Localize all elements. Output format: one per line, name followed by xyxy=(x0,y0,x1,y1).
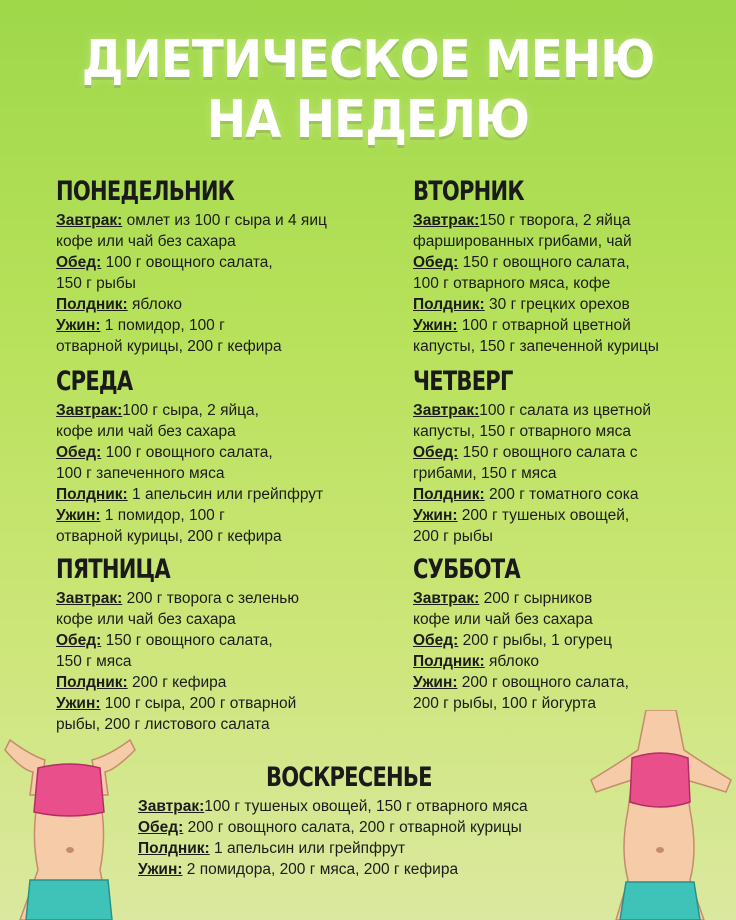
snack-text: 200 г кефира xyxy=(127,674,227,691)
day-block-saturday xyxy=(413,554,629,714)
lunch-label: Обед: xyxy=(413,254,459,271)
day-title-monday: ПОНЕДЕЛЬНИК xyxy=(56,176,235,207)
dinner-text-cont: рыбы, 200 г листового салата xyxy=(56,716,270,733)
dinner-row xyxy=(56,693,299,714)
dinner-row xyxy=(413,505,651,526)
lunch-row xyxy=(138,817,528,838)
snack-row xyxy=(138,838,528,859)
dinner-text: 200 г тушеных овощей, xyxy=(457,507,630,524)
day-title-saturday: СУББОТА xyxy=(413,554,520,585)
lunch-text: 100 г овощного салата, xyxy=(101,254,273,271)
day-title-tuesday: ВТОРНИК xyxy=(413,176,524,207)
day-title-wednesday: СРЕДА xyxy=(56,366,133,397)
breakfast-text: 100 г сыра, 2 яйца, xyxy=(122,402,259,419)
breakfast-text: 150 г творога, 2 яйца xyxy=(479,212,631,229)
woman-figure-left xyxy=(0,720,140,920)
snack-row xyxy=(56,294,327,315)
day-title-sunday: ВОСКРЕСЕНЬЕ xyxy=(266,762,432,793)
breakfast-label: Завтрак: xyxy=(56,590,123,607)
day-block-sunday xyxy=(138,762,528,880)
snack-text: 30 г грецких орехов xyxy=(484,296,630,313)
lunch-row xyxy=(413,252,659,273)
dinner-text: 100 г отварной цветной xyxy=(457,317,631,334)
lunch-text-cont: грибами, 150 г мяса xyxy=(413,465,557,482)
breakfast-row xyxy=(413,210,659,231)
dinner-text: 200 г овощного салата, xyxy=(457,674,629,691)
breakfast-text-cont: кофе или чай без сахара xyxy=(56,233,236,250)
day-block-wednesday xyxy=(56,366,323,547)
breakfast-label: Завтрак: xyxy=(413,212,480,229)
dinner-text-cont: отварной курицы, 200 г кефира xyxy=(56,338,282,355)
dinner-row xyxy=(56,315,327,336)
day-block-tuesday xyxy=(413,176,659,357)
snack-row xyxy=(56,484,323,505)
woman-figure-right xyxy=(586,710,736,920)
lunch-text-cont: 150 г мяса xyxy=(56,653,132,670)
snack-text: яблоко xyxy=(484,653,540,670)
dinner-label: Ужин: xyxy=(56,317,101,334)
dinner-label: Ужин: xyxy=(56,507,101,524)
breakfast-text: 200 г творога с зеленью xyxy=(122,590,299,607)
snack-label: Полдник: xyxy=(138,840,210,857)
breakfast-row xyxy=(138,796,528,817)
snack-row xyxy=(413,484,651,505)
dinner-text-cont: 200 г рыбы xyxy=(413,528,493,545)
breakfast-row xyxy=(413,588,629,609)
breakfast-text: омлет из 100 г сыра и 4 яиц xyxy=(122,212,327,229)
snack-row xyxy=(413,651,629,672)
snack-row xyxy=(413,294,659,315)
dinner-text: 100 г сыра, 200 г отварной xyxy=(100,695,297,712)
snack-label: Полдник: xyxy=(413,653,485,670)
day-block-monday xyxy=(56,176,327,357)
breakfast-text-cont: кофе или чай без сахара xyxy=(56,423,236,440)
lunch-text-cont: 100 г запеченного мяса xyxy=(56,465,225,482)
snack-text: 200 г томатного сока xyxy=(484,486,639,503)
page-title-line1: ДИЕТИЧЕСКОЕ МЕНЮ xyxy=(81,30,655,90)
breakfast-label: Завтрак: xyxy=(138,798,205,815)
breakfast-label: Завтрак: xyxy=(56,212,123,229)
breakfast-text: 100 г тушеных овощей, 150 г отварного мяса xyxy=(204,798,528,815)
dinner-text: 1 помидор, 100 г xyxy=(100,317,225,334)
breakfast-row xyxy=(56,210,327,231)
lunch-text: 200 г овощного салата, 200 г отварной курицы xyxy=(183,819,522,836)
dinner-label: Ужин: xyxy=(138,861,183,878)
lunch-row xyxy=(56,252,327,273)
breakfast-label: Завтрак: xyxy=(413,590,480,607)
lunch-row xyxy=(413,630,629,651)
lunch-label: Обед: xyxy=(56,632,102,649)
page-title-line2: НА НЕДЕЛЮ xyxy=(206,90,530,150)
snack-label: Полдник: xyxy=(56,674,128,691)
snack-label: Полдник: xyxy=(56,486,128,503)
lunch-row xyxy=(413,442,651,463)
snack-label: Полдник: xyxy=(413,296,485,313)
breakfast-row xyxy=(56,588,299,609)
lunch-label: Обед: xyxy=(56,444,102,461)
day-block-thursday xyxy=(413,366,651,547)
day-title-thursday: ЧЕТВЕРГ xyxy=(413,366,513,397)
dinner-label: Ужин: xyxy=(413,317,458,334)
lunch-label: Обед: xyxy=(413,632,459,649)
snack-label: Полдник: xyxy=(56,296,128,313)
day-title-friday: ПЯТНИЦА xyxy=(56,554,170,585)
dinner-text: 2 помидора, 200 г мяса, 200 г кефира xyxy=(182,861,459,878)
dinner-text-cont: капусты, 150 г запеченной курицы xyxy=(413,338,659,355)
breakfast-row xyxy=(413,400,651,421)
breakfast-text-cont: кофе или чай без сахара xyxy=(413,611,593,628)
breakfast-label: Завтрак: xyxy=(56,402,123,419)
day-block-friday xyxy=(56,554,299,735)
lunch-text-cont: 150 г рыбы xyxy=(56,275,136,292)
lunch-text: 150 г овощного салата, xyxy=(458,254,630,271)
dinner-text-cont: 200 г рыбы, 100 г йогурта xyxy=(413,695,596,712)
dinner-row xyxy=(413,315,659,336)
breakfast-row xyxy=(56,400,323,421)
lunch-row xyxy=(56,442,323,463)
lunch-label: Обед: xyxy=(56,254,102,271)
lunch-text: 100 г овощного салата, xyxy=(101,444,273,461)
dinner-label: Ужин: xyxy=(413,507,458,524)
dinner-row xyxy=(413,672,629,693)
snack-text: 1 апельсин или грейпфрут xyxy=(127,486,324,503)
dinner-label: Ужин: xyxy=(413,674,458,691)
breakfast-text-cont: фаршированных грибами, чай xyxy=(413,233,632,250)
lunch-text: 150 г овощного салата с xyxy=(458,444,638,461)
snack-row xyxy=(56,672,299,693)
lunch-text: 150 г овощного салата, xyxy=(101,632,273,649)
dinner-text: 1 помидор, 100 г xyxy=(100,507,225,524)
snack-label: Полдник: xyxy=(413,486,485,503)
breakfast-label: Завтрак: xyxy=(413,402,480,419)
snack-text: яблоко xyxy=(127,296,183,313)
breakfast-text: 200 г сырников xyxy=(479,590,593,607)
breakfast-text: 100 г салата из цветной xyxy=(479,402,651,419)
lunch-label: Обед: xyxy=(138,819,184,836)
dinner-label: Ужин: xyxy=(56,695,101,712)
lunch-row xyxy=(56,630,299,651)
lunch-text: 200 г рыбы, 1 огурец xyxy=(458,632,612,649)
snack-text: 1 апельсин или грейпфрут xyxy=(209,840,406,857)
figure-right-body xyxy=(591,710,731,920)
dinner-row xyxy=(138,859,528,880)
figure-left-body xyxy=(5,740,135,920)
dinner-text-cont: отварной курицы, 200 г кефира xyxy=(56,528,282,545)
dinner-row xyxy=(56,505,323,526)
lunch-text-cont: 100 г отварного мяса, кофе xyxy=(413,275,611,292)
breakfast-text-cont: капусты, 150 г отварного мяса xyxy=(413,423,631,440)
breakfast-text-cont: кофе или чай без сахара xyxy=(56,611,236,628)
lunch-label: Обед: xyxy=(413,444,459,461)
